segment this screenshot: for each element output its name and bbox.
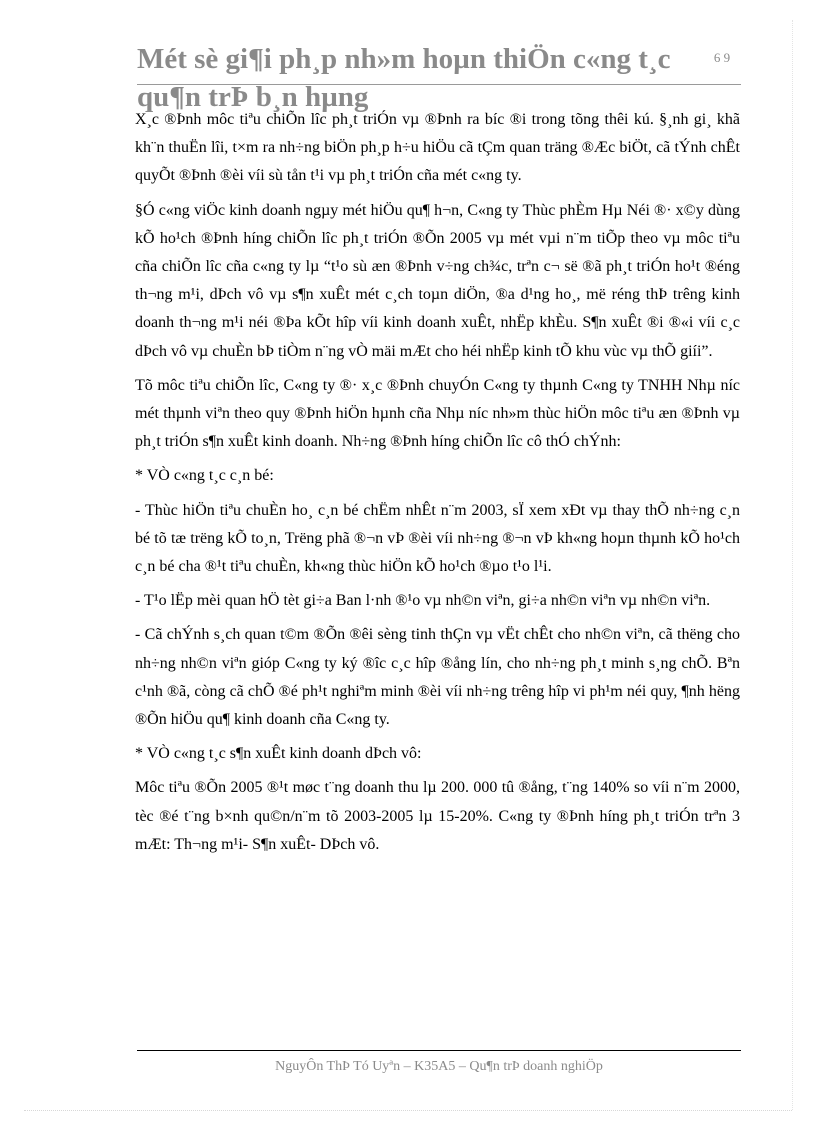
bullet-paragraph: - Thùc hiÖn tiªu chuÈn ho¸ c¸n bé chËm nhÊt n¨m 2003, sÏ xem xÐt vµ thay thÕ nh÷ng c¸n bé tõ tæ trëng kÕ to¸n, Trëng phã ®¬n vÞ ®èi víi nh÷ng ®¬n vÞ kh«ng hoµn thµnh kÕ ho¹ch c¸n bé cha ®¹t tiªu chuÈn, kh«ng thùc hiÖn kÕ ho¹ch ®µo t¹o l¹i. (135, 501, 740, 576)
page-number: 6 9 (713, 50, 731, 65)
section-heading: * VÒ c«ng t¸c c¸n bé: (135, 467, 274, 485)
bullet-paragraph: - T¹o lËp mèi quan hÖ tèt gi÷a Ban l·nh ®¹o vµ nh©n viªn, gi÷a nh©n viªn vµ nh©n viªn. (135, 592, 711, 610)
bullet-paragraph: - Cã chÝnh s¸ch quan t©m ®Õn ®êi sèng tinh thÇn vµ vËt chÊt cho nh©n viªn, cã thëng cho nh÷ng nh©n viªn gióp C«ng ty ký ®îc c¸c hîp ®ång lín, cho nh÷ng ph¸t minh s¸ng chÕ. Bªn c¹nh ®ã, còng cã chÕ ®é ph¹t nghiªm minh ®èi víi nh÷ng trêng hîp vi ph¹m néi quy, ¶nh hëng ®Õn hiÖu qu¶ kinh doanh cña C«ng ty. (135, 626, 740, 729)
section-heading: * VÒ c«ng t¸c s¶n xuÊt kinh doanh dÞch vô: (135, 745, 422, 763)
paragraph: §Ó c«ng viÖc kinh doanh ngµy mét hiÖu qu¶ h¬n, C«ng ty Thùc phÈm Hµ Néi ®· x©y dùng kÕ ho¹ch ®Þnh híng chiÕn lîc ph¸t triÓn ®Õn 2005 vµ mét vµi n¨m tiÕp theo vµ môc tiªu cña chiÕn lîc cña c«ng ty lµ “t¹o sù æn ®Þnh v÷ng ch¾c, trªn c¬ së ®ã ph¸t triÓn ho¹t ®éng th¬ng m¹i, dÞch vô vµ s¶n xuÊt mét c¸ch toµn diÖn, ®a d¹ng ho¸, më réng thÞ trêng kinh doanh th¬ng m¹i néi ®Þa kÕt hîp víi kinh doanh xuÊt, nhËp khÈu. S¶n xuÊt ®i ®«i víi c¸c dÞch vô vµ chuÈn bÞ tiÒm n¨ng vÒ mäi mÆt cho héi nhËp kinh tÕ khu vùc vµ thÕ giíi”. (135, 201, 740, 360)
paragraph: X¸c ®Þnh môc tiªu chiÕn lîc ph¸t triÓn vµ ®Þnh ra bíc ®i trong tõng thêi kú. §¸nh gi¸ khã kh¨n thuËn lîi, t×m ra nh÷ng biÖn ph¸p h÷u hiÖu cã tÇm quan träng ®Æc biÖt, cã tÝnh chÊt quyÕt ®Þnh ®èi víi sù tån t¹i vµ ph¸t triÓn cña mét c«ng ty. (135, 111, 740, 185)
paragraph: Môc tiªu ®Õn 2005 ®¹t møc t¨ng doanh thu lµ 200. 000 tû ®ång, t¨ng 140% so víi n¨m 2000, tèc ®é t¨ng b×nh qu©n/n¨m tõ 2003-2005 lµ 15-20%. C«ng ty ®Þnh híng ph¸t triÓn trªn 3 mÆt: Th¬ng m¹i- S¶n xuÊt- DÞch vô. (135, 779, 740, 853)
paragraph: Tõ môc tiªu chiÕn lîc, C«ng ty ®· x¸c ®Þnh chuyÓn C«ng ty thµnh C«ng ty TNHH Nhµ níc mét thµnh viªn theo quy ®Þnh hiÖn hµnh cña Nhµ níc nh»m thùc hiÖn môc tiªu æn ®Þnh vµ ph¸t triÓn s¶n xuÊt kinh doanh. Nh÷ng ®Þnh híng chiÕn lîc cô thÓ chÝnh: (135, 376, 740, 451)
page-footer: NguyÔn ThÞ Tó Uyªn – K35A5 – Qu¶n trÞ doanh nghiÖp (275, 1059, 603, 1074)
header-divider (137, 84, 741, 85)
page-header-title: Mét sè gi¶i ph¸p nh»m hoµn thiÖn c«ng t¸c qu¶n trÞ b¸n hµng (137, 43, 671, 113)
footer-divider (137, 1050, 741, 1051)
document-body (135, 106, 740, 865)
page-edge-right (792, 20, 793, 1110)
page-edge-bottom (24, 1110, 792, 1111)
